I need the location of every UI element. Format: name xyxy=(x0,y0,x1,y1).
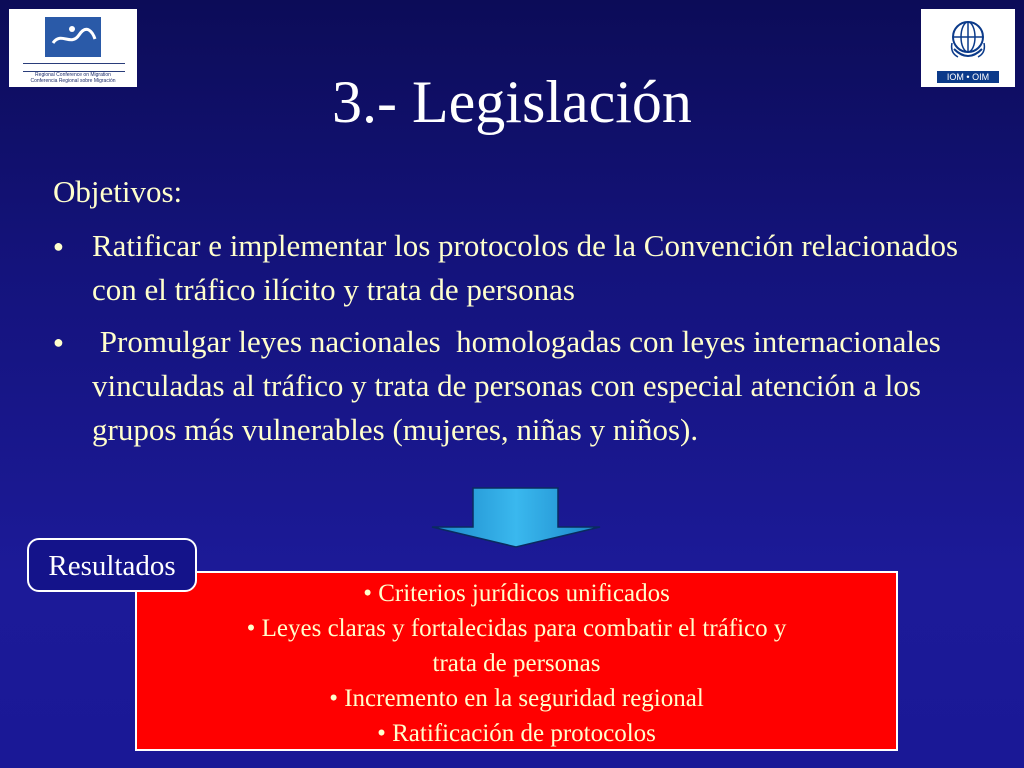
results-label: Resultados xyxy=(27,538,197,592)
result-line: • Incremento en la seguridad regional xyxy=(329,685,704,712)
results-box xyxy=(135,571,898,751)
result-line: trata de personas xyxy=(432,650,601,677)
rcm-caption-en: Regional Conference on Migration xyxy=(35,72,111,78)
iom-label: IOM • OIM xyxy=(937,71,999,83)
objectives-heading: Objetivos: xyxy=(53,174,183,209)
list-item xyxy=(53,320,1003,452)
bullet-icon: ● xyxy=(53,236,64,256)
globe-icon xyxy=(950,19,986,65)
result-line: • Ratificación de protocolos xyxy=(377,720,656,747)
bullet-icon: ● xyxy=(53,332,64,352)
objective-text: Ratificar e implementar los protocolos de la Convención relacionados con el tráfico ilícito y trata de personas xyxy=(92,228,959,307)
objectives-list xyxy=(53,224,1003,460)
result-line: • Leyes claras y fortalecidas para combatir el tráfico y xyxy=(246,615,787,642)
objective-text: Promulgar leyes nacionales homologadas con leyes internacionales vinculadas al tráfico y trata de personas con especial atención a los grupos más vulnerables (mujeres, niñas y niños). xyxy=(92,324,949,447)
rcm-emblem-icon xyxy=(45,17,101,57)
down-arrow-icon xyxy=(430,487,602,549)
list-item xyxy=(53,224,1003,312)
slide-title: 3.- Legislación xyxy=(332,69,692,135)
rcm-caption-es: Conferencia Regional sobre Migración xyxy=(30,78,116,84)
result-line: • Criterios jurídicos unificados xyxy=(363,580,670,607)
